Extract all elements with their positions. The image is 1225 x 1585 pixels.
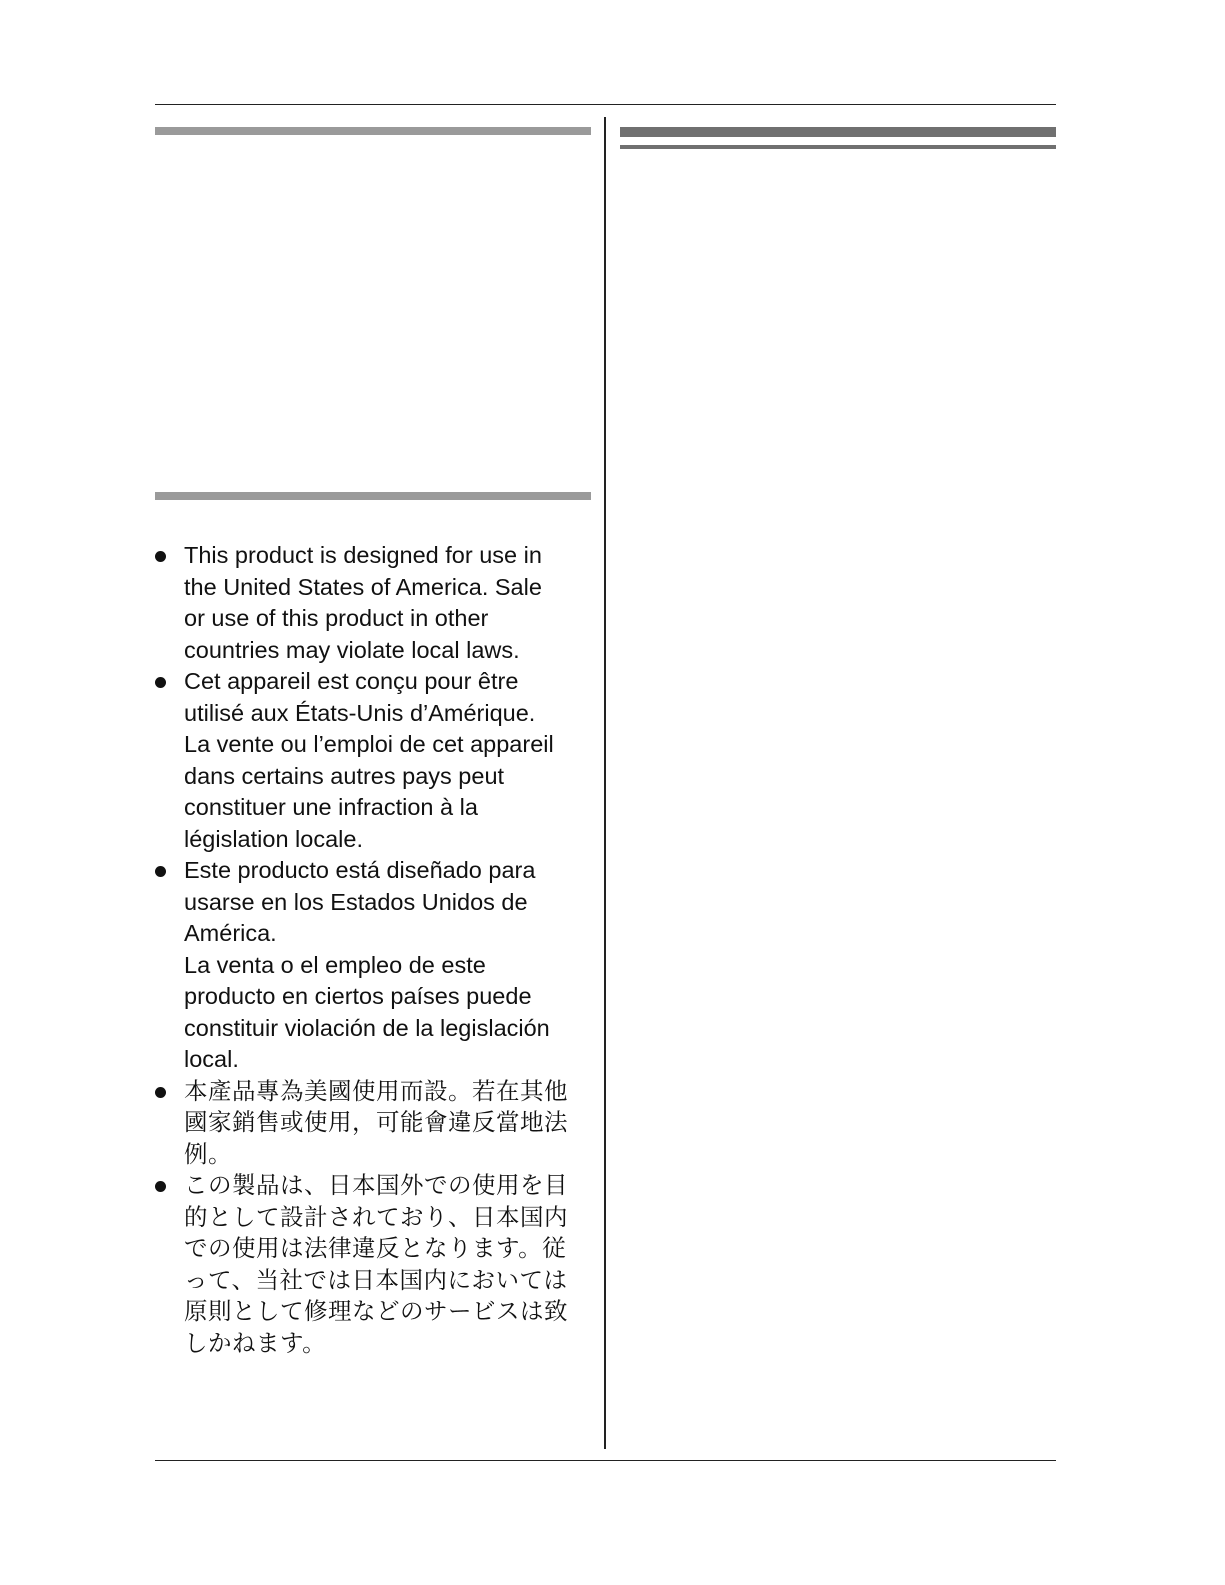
notice-english [155, 540, 605, 666]
bullet-icon [155, 1181, 166, 1192]
notice-line: La venta o el empleo de este [184, 951, 486, 978]
notice-line: utilisé aux États-Unis d’Amérique. [184, 699, 536, 726]
top-rule [155, 104, 1056, 105]
bullet-icon [155, 551, 166, 562]
notice-line: législation locale. [184, 825, 363, 852]
bullet-icon [155, 677, 166, 688]
notice-line: 的として設計されており、日本国内 [184, 1202, 568, 1231]
notice-spanish [155, 855, 605, 1076]
notice-line: usarse en los Estados Unidos de [184, 888, 528, 915]
notice-line: constituir violación de la legislación [184, 1014, 550, 1041]
notice-line: constituer une infraction à la [184, 794, 478, 820]
left-section-bar-top [155, 127, 591, 135]
notice-line: での使用は法律違反となります。従 [184, 1234, 567, 1262]
notice-line: América. [184, 920, 277, 946]
usage-notice-list [155, 540, 605, 1359]
notice-line: 原則として修理などのサービスは致 [184, 1297, 568, 1325]
notice-line: しかねます。 [184, 1328, 327, 1357]
right-section-bar-thin [620, 145, 1056, 149]
notice-line: or use of this product in other [184, 605, 489, 631]
notice-japanese [155, 1170, 605, 1359]
notice-french [155, 666, 605, 855]
notice-line: dans certains autres pays peut [184, 762, 505, 789]
notice-chinese [155, 1076, 605, 1171]
notice-line: countries may violate local laws. [184, 636, 520, 663]
notice-line: 國家銷售或使用，可能會違反當地法 [184, 1108, 568, 1136]
right-section-bar-thick [620, 127, 1056, 137]
notice-line: って、当社では日本国内においては [184, 1265, 568, 1294]
notice-line: 例。 [184, 1139, 232, 1168]
notice-line: the United States of America. Sale [184, 573, 542, 600]
notice-line: Cet appareil est conçu pour être [184, 668, 519, 694]
notice-line: This product is designed for use in [184, 542, 542, 568]
bullet-icon [155, 1087, 166, 1098]
bullet-icon [155, 866, 166, 877]
notice-line: La vente ou l’emploi de cet appareil [184, 731, 554, 757]
notice-line: local. [184, 1046, 239, 1072]
bottom-rule [155, 1460, 1056, 1461]
notice-line: この製品は、日本国外での使用を目 [184, 1171, 568, 1199]
notice-line: producto en ciertos países puede [184, 983, 532, 1009]
notice-line: Este producto está diseñado para [184, 857, 536, 883]
notice-line: 本產品專為美國使用而設。若在其他 [184, 1076, 568, 1105]
left-section-bar-mid [155, 492, 591, 500]
